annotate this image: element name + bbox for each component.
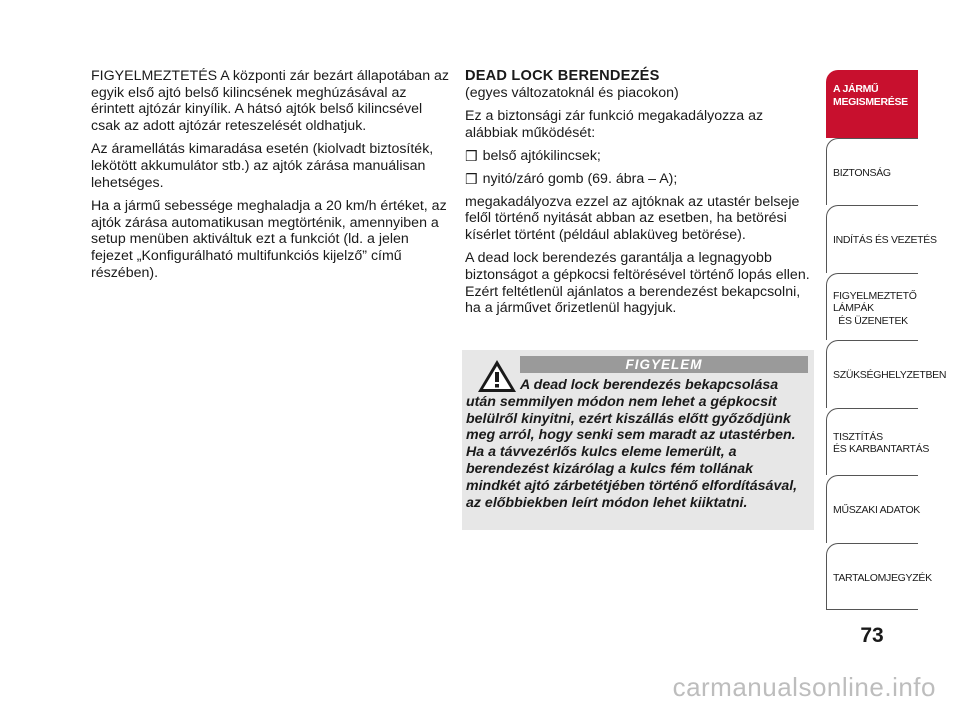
checkbox-bullet-icon: ❒	[465, 170, 478, 187]
bullet-item	[465, 171, 815, 188]
left-column	[91, 68, 451, 288]
tab-a-jarmu-megismerese[interactable]: A JÁRMŰ MEGISMERÉSE	[826, 70, 918, 138]
bullet-text: belső ajtókilincsek;	[482, 148, 601, 165]
paragraph: FIGYELMEZTETÉS A központi zár bezárt állapotában az egyik első ajtó belső kilincsének meghúzásával az érintett ajtózár kinyílik. A hátsó ajtók belső kilincsével csak az adott ajtózár reteszelését oldhatjuk.	[91, 68, 450, 134]
tab-biztonsag[interactable]: BIZTONSÁG	[826, 138, 918, 206]
warning-text: A dead lock berendezés bekapcsolása után semmilyen módon nem lehet a gépkocsit belülről kinyitni, ezért kiszállás előtt győződjünk meg arról, hogy senki sem maradt az utastérben. Ha a távvezérlős kulcs eleme lemerült, a berendezést kizárólag a kulcs fém tollának mindkét ajtó zárbetétjében történő elfordításával, az előbbiekben leírt módon lehet kiiktatni.	[466, 377, 798, 511]
warning-box	[462, 350, 814, 530]
warning-title: FIGYELEM	[520, 356, 808, 373]
paragraph: Az áramellátás kimaradása esetén (kiolvadt biztosíték, lekötött akkumulátor stb.) az ajtók zárása manuálisan lehetséges.	[91, 141, 434, 191]
section-heading: DEAD LOCK BERENDEZÉS	[465, 68, 660, 84]
paragraph: Ha a jármű sebessége meghaladja a 20 km/h értéket, az ajtók zárása automatikusan megtörténik, amennyiben a setup menüben aktiváltuk ezt a funkciót (ld. a jelen fejezet „Konfigurálható multifunkciós kijelző” című részében).	[91, 198, 447, 281]
checkbox-bullet-icon: ❒	[465, 148, 478, 165]
tab-figyelmezteto-lampak[interactable]: FIGYELMEZTETŐ LÁMPÁK ÉS ÜZENETEK	[826, 273, 918, 341]
tab-tartalomjegyzek[interactable]: TARTALOMJEGYZÉK	[826, 543, 918, 611]
page-number: 73	[860, 624, 884, 647]
right-column	[465, 68, 815, 324]
chapter-tabs	[826, 70, 947, 610]
watermark: carmanualsonline.info	[672, 672, 936, 702]
after-bullets-text: megakadályozva ezzel az ajtóknak az utastér belseje felől történő nyitását abban az esetben, ha betörési kísérlet történt (például ablaküveg betörése).	[465, 193, 800, 243]
bullet-item	[465, 148, 815, 165]
section-subheading: (egyes változatoknál és piacokon)	[465, 84, 679, 101]
tab-szukseghelyzetben[interactable]: SZÜKSÉGHELYZETBEN	[826, 340, 918, 408]
tab-inditas-es-vezetes[interactable]: INDÍTÁS ÉS VEZETÉS	[826, 205, 918, 273]
bullet-text: nyitó/záró gomb (69. ábra – A);	[482, 170, 678, 187]
tab-tisztitas-es-karbantartas[interactable]: TISZTÍTÁS ÉS KARBANTARTÁS	[826, 408, 918, 476]
tab-muszaki-adatok[interactable]: MŰSZAKI ADATOK	[826, 475, 918, 543]
intro-text: Ez a biztonsági zár funkció megakadályozza az alábbiak működését:	[465, 108, 764, 141]
closing-text: A dead lock berendezés garantálja a legnagyobb biztonságot a gépkocsi feltörésével történő lopás ellen. Ezért feltétlenül ajánlatos a berendezést bekapcsolni, ha a járművet őrizetlenül hagyjuk.	[465, 250, 810, 317]
